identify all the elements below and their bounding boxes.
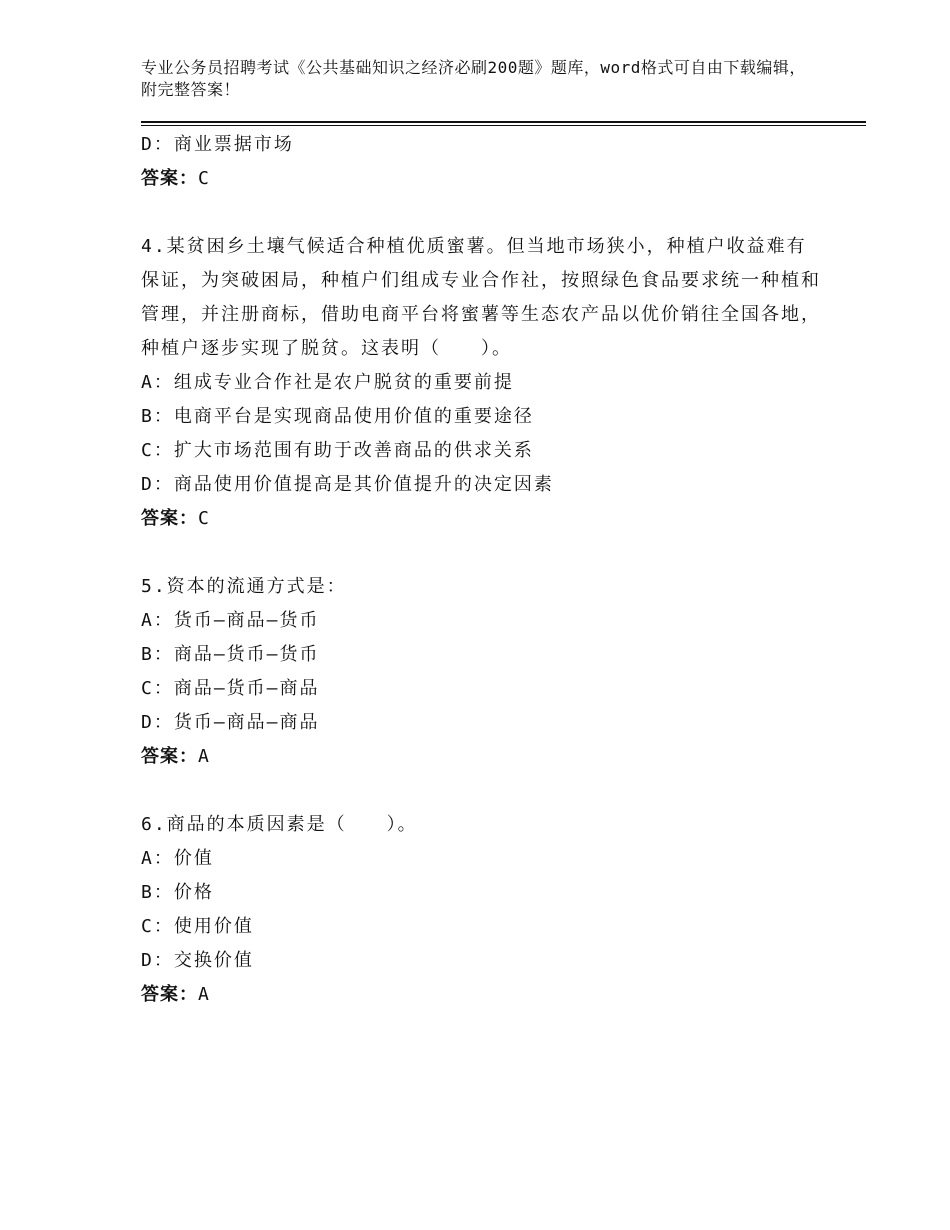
option-a: A：组成专业合作社是农户脱贫的重要前提 (141, 372, 514, 393)
answer-value: C (198, 508, 210, 529)
option-a: A：价值 (141, 848, 214, 869)
option-c: C：商品—货币—商品 (141, 678, 320, 699)
header-rule-thin (141, 125, 866, 126)
answer-label: 答案： (141, 984, 198, 1005)
option-b: B：商品—货币—货币 (141, 644, 320, 665)
option-b: B：价格 (141, 882, 214, 903)
question-block (141, 230, 821, 536)
header-rule-thick (141, 121, 866, 123)
option-b: B：电商平台是实现商品使用价值的重要途径 (141, 406, 534, 427)
page-header: 专业公务员招聘考试《公共基础知识之经济必刷200题》题库，word格式可自由下载编辑，附完整答案！ (141, 58, 806, 99)
answer-line (141, 978, 821, 1012)
answer-label: 答案： (141, 746, 198, 767)
option-d: D：商业票据市场 (141, 134, 294, 155)
answer-line (141, 740, 821, 774)
answer-label: 答案： (141, 168, 198, 189)
answer-value: A (198, 984, 210, 1005)
question-stem: 5.资本的流通方式是： (141, 576, 347, 597)
option-c: C：使用价值 (141, 916, 254, 937)
answer-label: 答案： (141, 508, 198, 529)
question-block (141, 570, 821, 774)
option-a: A：货币—商品—货币 (141, 610, 320, 631)
option-c: C：扩大市场范围有助于改善商品的供求关系 (141, 440, 534, 461)
option-d: D：交换价值 (141, 950, 254, 971)
answer-line (141, 502, 821, 536)
option-d: D：商品使用价值提高是其价值提升的决定因素 (141, 474, 554, 495)
answer-line (141, 162, 821, 196)
option-d: D：货币—商品—商品 (141, 712, 320, 733)
answer-value: A (198, 746, 210, 767)
question-stem: 4.某贫困乡土壤气候适合种植优质蜜薯。但当地市场狭小，种植户收益难有保证，为突破困局，种植户们组成专业合作社，按照绿色食品要求统一种植和管理，并注册商标，借助电商平台将蜜薯等生态农产品以优价销往全国各地，种植户逐步实现了脱贫。这表明（ ）。 (141, 236, 821, 359)
question-block (141, 808, 821, 1012)
answer-value: C (198, 168, 210, 189)
question-stem: 6.商品的本质因素是（ ）。 (141, 814, 418, 835)
question-list (141, 128, 821, 1012)
